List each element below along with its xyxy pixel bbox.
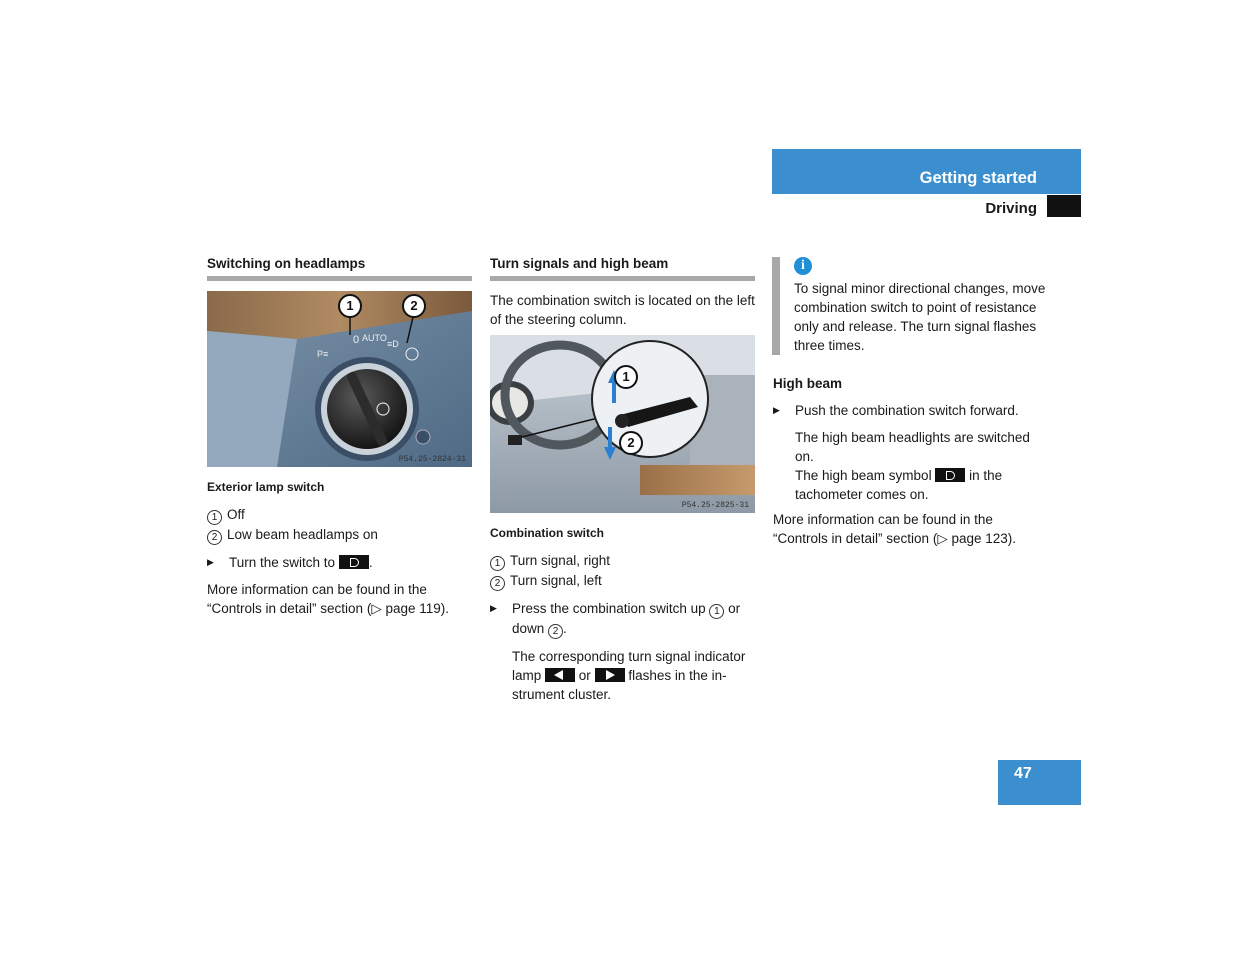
instruction-text: Push the combination switch forward. [795,403,1019,418]
intro-text: The combination switch is located on the left of the steering column. [490,293,755,327]
result-text-part: flashes in the instrument cluster. [512,668,727,702]
column-turn-signals [490,254,755,710]
result-text-part: The high beam headlights are switched on. [795,430,1030,464]
subsection-marker [1047,195,1081,217]
svg-text:≡D: ≡D [387,339,399,349]
punctuation: . [563,621,567,636]
legend-number: 2 [490,576,505,591]
legend-item [490,571,755,591]
low-beam-symbol-icon [339,555,369,569]
legend-text: Turn signal, right [510,553,611,568]
turn-signal-left-icon [545,668,575,682]
column-headlamps [207,254,472,618]
bullet-arrow-icon: ▶ [490,603,497,613]
instruction-step [490,599,755,639]
result-text [773,428,1038,504]
svg-text:0: 0 [353,334,360,346]
legend-item [490,551,755,571]
caption-combination-switch: Combination switch [490,526,604,540]
legend-item [207,525,472,545]
page-number-box [998,760,1081,805]
heading-turn-signals: Turn signals and high beam [490,254,755,281]
instruction-text: Press the combination switch up [512,601,706,616]
callout-2: 2 [402,294,426,318]
punctuation: . [368,555,373,570]
svg-text:P≡: P≡ [317,349,329,359]
combination-switch-illustration [490,335,755,513]
legend-number: 1 [207,510,222,525]
result-text-part: or [578,668,591,683]
result-text [490,647,755,704]
legend-number: 1 [490,556,505,571]
legend-item [207,505,472,525]
heading-switching-headlamps: Switching on headlamps [207,254,472,281]
callout-1: 1 [338,294,362,318]
combination-switch-photo [490,335,755,518]
svg-text:AUTO: AUTO [362,333,387,343]
instruction-text: or down [512,601,741,636]
lamp-switch-illustration [207,291,472,467]
image-code: P54.25-2825-31 [681,501,749,510]
bullet-arrow-icon: ▶ [773,405,780,415]
instruction-step [207,553,472,572]
page-number: 47 [1014,765,1032,782]
column-high-beam [773,374,1038,548]
legend-text: Low beam headlamps on [227,527,378,542]
image-code: P54.25-2824-31 [398,455,466,464]
section-title: Getting started [919,169,1037,187]
inline-number: 1 [709,604,724,619]
more-info-text: More information can be found in the “Controls in detail” section (▷ page 123). [773,512,1016,546]
caption-exterior-lamp: Exterior lamp switch [207,480,325,494]
callout-2: 2 [619,431,643,455]
bullet-arrow-icon: ▶ [207,557,214,567]
turn-signal-right-icon [595,668,625,682]
callout-1: 1 [614,365,638,389]
instruction-step [773,401,1038,420]
info-icon: i [794,257,812,275]
result-text-part: in the tachometer comes on. [795,468,1003,502]
result-text-part: The high beam symbol [795,468,932,483]
info-note [772,257,1059,355]
info-text: To signal minor directional changes, move combination switch to point of resistance only and release. The turn signal flashes three times. [794,281,1046,353]
high-beam-symbol-icon [935,468,965,482]
legend-text: Off [227,507,245,522]
more-info-text: More information can be found in the “Controls in detail” section (▷ page 119). [207,582,449,616]
subsection-title: Driving [985,200,1037,217]
heading-high-beam: High beam [773,376,843,391]
result-text-part: The corresponding turn signal indicator lamp [512,649,746,683]
exterior-lamp-switch-photo [207,291,472,472]
section-header [772,149,1081,194]
inline-number: 2 [548,624,563,639]
legend-text: Turn signal, left [510,573,602,588]
legend-number: 2 [207,530,222,545]
instruction-text: Turn the switch to [229,555,336,570]
